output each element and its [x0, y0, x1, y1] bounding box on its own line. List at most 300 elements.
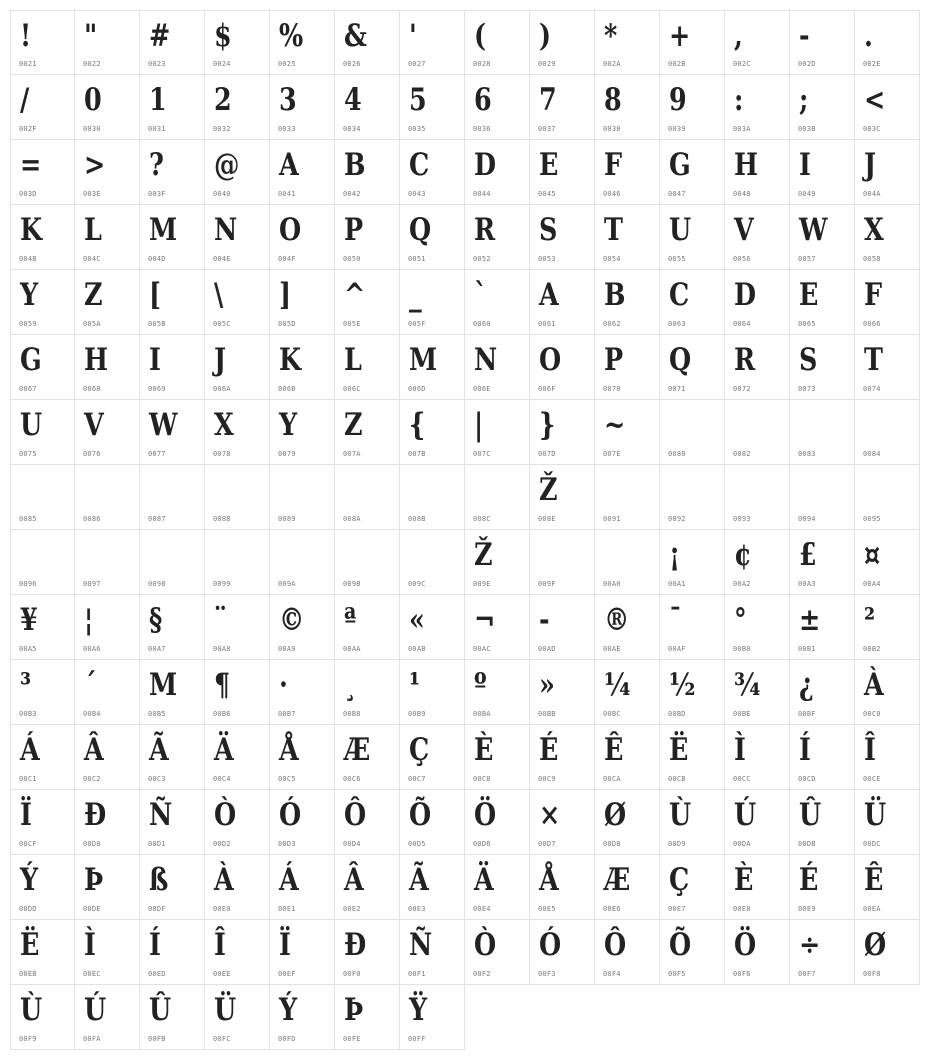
glyph-cell — [660, 270, 725, 335]
glyph-character: K — [20, 212, 43, 248]
glyph-character: P — [604, 342, 624, 378]
glyph-codepoint-label: 0091 — [603, 515, 621, 523]
glyph-character: Ì — [84, 927, 96, 963]
glyph-character: Ð — [344, 927, 367, 963]
glyph-cell — [75, 205, 140, 270]
glyph-cell — [530, 140, 595, 205]
glyph-codepoint-label: 0080 — [668, 450, 686, 458]
glyph-character: M — [409, 342, 438, 378]
glyph-character: Ç — [669, 862, 690, 898]
glyph-codepoint-label: 0093 — [733, 515, 751, 523]
glyph-cell — [400, 75, 465, 140]
glyph-character: 7 — [539, 82, 557, 118]
glyph-cell — [855, 205, 920, 270]
glyph-cell — [10, 985, 75, 1050]
glyph-codepoint-label: 00D6 — [473, 840, 491, 848]
glyph-codepoint-label: 0097 — [83, 580, 101, 588]
glyph-codepoint-label: 00E8 — [733, 905, 751, 913]
glyph-codepoint-label: 002F — [19, 125, 37, 133]
glyph-character: Ð — [84, 797, 107, 833]
glyph-cell — [595, 660, 660, 725]
glyph-codepoint-label: 00A8 — [213, 645, 231, 653]
glyph-codepoint-label: 00D0 — [83, 840, 101, 848]
glyph-cell — [140, 400, 205, 465]
glyph-character: A — [279, 147, 299, 183]
glyph-codepoint-label: 0094 — [798, 515, 816, 523]
glyph-codepoint-label: 00C5 — [278, 775, 296, 783]
glyph-cell — [595, 725, 660, 790]
glyph-codepoint-label: 00F8 — [863, 970, 881, 978]
glyph-character: È — [734, 862, 754, 898]
glyph-character: ° — [734, 602, 747, 638]
glyph-codepoint-label: 00E7 — [668, 905, 686, 913]
glyph-codepoint-label: 00B8 — [343, 710, 361, 718]
glyph-character: ¾ — [734, 667, 761, 703]
glyph-codepoint-label: 0045 — [538, 190, 556, 198]
glyph-codepoint-label: 0099 — [213, 580, 231, 588]
glyph-cell — [595, 400, 660, 465]
glyph-cell — [530, 400, 595, 465]
glyph-character: H — [84, 342, 109, 378]
glyph-character: Å — [279, 732, 299, 768]
glyph-cell — [660, 335, 725, 400]
glyph-character: R — [734, 342, 756, 378]
glyph-character: X — [864, 212, 884, 248]
glyph-cell — [855, 335, 920, 400]
glyph-codepoint-label: 00C0 — [863, 710, 881, 718]
glyph-codepoint-label: 00FA — [83, 1035, 101, 1043]
glyph-codepoint-label: 00F1 — [408, 970, 426, 978]
glyph-codepoint-label: 00BE — [733, 710, 751, 718]
glyph-character: ¸ — [344, 667, 357, 703]
glyph-cell — [10, 920, 75, 985]
glyph-codepoint-label: 00FD — [278, 1035, 296, 1043]
glyph-cell — [660, 400, 725, 465]
glyph-character: Û — [799, 797, 822, 833]
glyph-codepoint-label: 0079 — [278, 450, 296, 458]
glyph-cell — [465, 660, 530, 725]
glyph-character: Ó — [279, 797, 302, 833]
glyph-cell — [140, 530, 205, 595]
glyph-character: 2 — [214, 82, 232, 118]
glyph-character: F — [604, 147, 623, 183]
glyph-character: M — [149, 667, 178, 703]
glyph-character: · — [279, 667, 288, 703]
glyph-codepoint-label: 00DE — [83, 905, 101, 913]
glyph-cell — [335, 205, 400, 270]
glyph-codepoint-label: 0061 — [538, 320, 556, 328]
glyph-cell — [855, 725, 920, 790]
glyph-cell — [270, 790, 335, 855]
glyph-character: Í — [799, 732, 811, 768]
glyph-cell — [790, 140, 855, 205]
glyph-cell — [140, 270, 205, 335]
glyph-character: Ò — [214, 797, 237, 833]
glyph-cell — [400, 400, 465, 465]
glyph-cell — [10, 400, 75, 465]
glyph-character: Ú — [84, 992, 107, 1028]
glyph-codepoint-label: 00E4 — [473, 905, 491, 913]
glyph-cell — [660, 725, 725, 790]
glyph-codepoint-label: 0063 — [668, 320, 686, 328]
glyph-codepoint-label: 0078 — [213, 450, 231, 458]
glyph-character: Þ — [344, 992, 364, 1028]
glyph-character: G — [20, 342, 42, 378]
glyph-cell — [465, 790, 530, 855]
glyph-cell — [140, 985, 205, 1050]
glyph-codepoint-label: 0022 — [83, 60, 101, 68]
glyph-character: Î — [214, 927, 226, 963]
glyph-cell — [855, 660, 920, 725]
glyph-codepoint-label: 00AC — [473, 645, 491, 653]
glyph-cell — [335, 985, 400, 1050]
glyph-cell — [790, 205, 855, 270]
glyph-character: Ä — [474, 862, 494, 898]
glyph-cell — [400, 725, 465, 790]
glyph-cell — [335, 530, 400, 595]
glyph-character: ¼ — [604, 667, 631, 703]
glyph-cell — [335, 75, 400, 140]
glyph-character: ¨ — [214, 602, 227, 638]
glyph-cell — [205, 790, 270, 855]
glyph-character: Ç — [409, 732, 430, 768]
glyph-codepoint-label: 00B9 — [408, 710, 426, 718]
glyph-character: ¹ — [409, 667, 421, 703]
glyph-cell — [205, 140, 270, 205]
glyph-codepoint-label: 0024 — [213, 60, 231, 68]
glyph-cell — [400, 660, 465, 725]
glyph-cell — [400, 10, 465, 75]
glyph-cell — [10, 75, 75, 140]
glyph-cell — [270, 465, 335, 530]
glyph-cell — [140, 335, 205, 400]
glyph-character: : — [734, 82, 744, 118]
glyph-cell — [335, 465, 400, 530]
glyph-character: A — [539, 277, 559, 313]
glyph-codepoint-label: 0052 — [473, 255, 491, 263]
glyph-codepoint-label: 008A — [343, 515, 361, 523]
glyph-cell — [530, 270, 595, 335]
glyph-cell — [595, 270, 660, 335]
glyph-character: ÷ — [799, 927, 821, 963]
glyph-character: Ï — [20, 797, 32, 833]
glyph-codepoint-label: 0066 — [863, 320, 881, 328]
glyph-codepoint-label: 00B0 — [733, 645, 751, 653]
glyph-character: ª — [344, 602, 357, 638]
glyph-codepoint-label: 00F0 — [343, 970, 361, 978]
glyph-cell — [855, 530, 920, 595]
glyph-cell — [660, 465, 725, 530]
glyph-cell — [595, 140, 660, 205]
glyph-codepoint-label: 0077 — [148, 450, 166, 458]
glyph-character: S — [539, 212, 558, 248]
glyph-codepoint-label: 009A — [278, 580, 296, 588]
glyph-cell — [725, 855, 790, 920]
glyph-character: ` — [474, 277, 487, 313]
glyph-character: Q — [409, 212, 432, 248]
glyph-cell — [530, 335, 595, 400]
glyph-character: Ø — [604, 797, 627, 833]
glyph-character: E — [799, 277, 819, 313]
glyph-cell — [140, 140, 205, 205]
glyph-character: D — [474, 147, 497, 183]
glyph-character: ³ — [20, 667, 32, 703]
glyph-cell — [400, 465, 465, 530]
glyph-cell — [75, 660, 140, 725]
glyph-codepoint-label: 00FB — [148, 1035, 166, 1043]
glyph-character: Ü — [214, 992, 237, 1028]
glyph-codepoint-label: 00A5 — [19, 645, 37, 653]
glyph-codepoint-label: 007B — [408, 450, 426, 458]
glyph-codepoint-label: 00CC — [733, 775, 751, 783]
glyph-codepoint-label: 00E9 — [798, 905, 816, 913]
glyph-cell — [270, 205, 335, 270]
glyph-cell — [660, 790, 725, 855]
glyph-character: ® — [604, 602, 630, 638]
glyph-codepoint-label: 0039 — [668, 125, 686, 133]
glyph-character: - — [539, 602, 550, 638]
glyph-cell — [790, 335, 855, 400]
glyph-character: Ñ — [149, 797, 173, 833]
glyph-character: [ — [149, 277, 162, 313]
glyph-character: Ã — [149, 732, 169, 768]
glyph-codepoint-label: 00A9 — [278, 645, 296, 653]
glyph-character: # — [149, 18, 171, 54]
glyph-codepoint-label: 0069 — [148, 385, 166, 393]
glyph-cell — [530, 725, 595, 790]
glyph-codepoint-label: 003B — [798, 125, 816, 133]
glyph-codepoint-label: 00B1 — [798, 645, 816, 653]
glyph-character: < — [864, 82, 886, 118]
glyph-cell — [75, 270, 140, 335]
glyph-cell — [790, 790, 855, 855]
glyph-cell — [595, 465, 660, 530]
glyph-cell — [725, 660, 790, 725]
glyph-character: 3 — [279, 82, 297, 118]
glyph-codepoint-label: 00ED — [148, 970, 166, 978]
glyph-character: 6 — [474, 82, 492, 118]
glyph-codepoint-label: 00E3 — [408, 905, 426, 913]
glyph-character: Y — [279, 407, 298, 443]
glyph-codepoint-label: 00B7 — [278, 710, 296, 718]
glyph-codepoint-label: 006E — [473, 385, 491, 393]
glyph-codepoint-label: 004F — [278, 255, 296, 263]
glyph-cell — [75, 75, 140, 140]
glyph-character: ¶ — [214, 667, 231, 703]
glyph-cell — [465, 75, 530, 140]
glyph-character: 8 — [604, 82, 622, 118]
glyph-cell — [855, 790, 920, 855]
glyph-cell — [530, 465, 595, 530]
glyph-character: @ — [214, 147, 240, 183]
glyph-codepoint-label: 0059 — [19, 320, 37, 328]
glyph-character: ¯ — [669, 602, 682, 638]
glyph-character: ¬ — [474, 602, 496, 638]
glyph-cell — [595, 10, 660, 75]
glyph-codepoint-label: 002B — [668, 60, 686, 68]
glyph-character: Ù — [669, 797, 692, 833]
glyph-codepoint-label: 002C — [733, 60, 751, 68]
glyph-codepoint-label: 0046 — [603, 190, 621, 198]
glyph-character: D — [734, 277, 757, 313]
glyph-cell — [75, 920, 140, 985]
glyph-cell — [400, 530, 465, 595]
glyph-codepoint-label: 0057 — [798, 255, 816, 263]
glyph-cell — [205, 530, 270, 595]
glyph-codepoint-label: 002A — [603, 60, 621, 68]
glyph-cell — [335, 855, 400, 920]
glyph-codepoint-label: 006F — [538, 385, 556, 393]
glyph-codepoint-label: 004C — [83, 255, 101, 263]
glyph-codepoint-label: 00AA — [343, 645, 361, 653]
glyph-cell — [660, 920, 725, 985]
glyph-codepoint-label: 0068 — [83, 385, 101, 393]
glyph-codepoint-label: 0092 — [668, 515, 686, 523]
glyph-codepoint-label: 00D7 — [538, 840, 556, 848]
glyph-codepoint-label: 00DF — [148, 905, 166, 913]
glyph-codepoint-label: 0075 — [19, 450, 37, 458]
glyph-cell — [140, 205, 205, 270]
glyph-codepoint-label: 009F — [538, 580, 556, 588]
glyph-codepoint-label: 00EB — [19, 970, 37, 978]
glyph-codepoint-label: 00B3 — [19, 710, 37, 718]
glyph-codepoint-label: 0098 — [148, 580, 166, 588]
glyph-codepoint-label: 00CF — [19, 840, 37, 848]
glyph-cell — [75, 790, 140, 855]
glyph-cell — [725, 530, 790, 595]
glyph-cell — [660, 660, 725, 725]
glyph-cell — [205, 270, 270, 335]
glyph-character: Ù — [20, 992, 43, 1028]
glyph-codepoint-label: 00AE — [603, 645, 621, 653]
glyph-codepoint-label: 00BC — [603, 710, 621, 718]
glyph-cell — [790, 530, 855, 595]
glyph-character: | — [474, 407, 484, 443]
glyph-character: Ž — [539, 472, 558, 508]
glyph-character: Ý — [20, 862, 39, 898]
glyph-cell — [595, 530, 660, 595]
glyph-codepoint-label: 0031 — [148, 125, 166, 133]
glyph-cell — [530, 10, 595, 75]
glyph-codepoint-label: 00C3 — [148, 775, 166, 783]
glyph-cell — [270, 335, 335, 400]
glyph-codepoint-label: 0026 — [343, 60, 361, 68]
glyph-codepoint-label: 00BF — [798, 710, 816, 718]
glyph-cell — [75, 725, 140, 790]
glyph-cell — [725, 335, 790, 400]
glyph-character: B — [344, 147, 366, 183]
glyph-cell — [465, 10, 530, 75]
glyph-codepoint-label: 0087 — [148, 515, 166, 523]
glyph-codepoint-label: 00F2 — [473, 970, 491, 978]
glyph-cell — [75, 530, 140, 595]
glyph-character: » — [539, 667, 555, 703]
glyph-character: ² — [864, 602, 876, 638]
glyph-cell — [725, 725, 790, 790]
glyph-codepoint-label: 0064 — [733, 320, 751, 328]
glyph-character: H — [734, 147, 759, 183]
glyph-cell — [270, 595, 335, 660]
glyph-cell — [400, 335, 465, 400]
glyph-character: § — [149, 602, 163, 638]
glyph-codepoint-label: 00A3 — [798, 580, 816, 588]
glyph-cell — [75, 335, 140, 400]
glyph-cell — [660, 595, 725, 660]
glyph-codepoint-label: 00E0 — [213, 905, 231, 913]
glyph-cell — [465, 465, 530, 530]
glyph-codepoint-label: 00FE — [343, 1035, 361, 1043]
glyph-cell — [205, 985, 270, 1050]
glyph-codepoint-label: 0050 — [343, 255, 361, 263]
glyph-character: Ú — [734, 797, 757, 833]
glyph-codepoint-label: 00EE — [213, 970, 231, 978]
glyph-cell — [270, 270, 335, 335]
glyph-character: ~ — [604, 407, 626, 443]
glyph-character: Ü — [864, 797, 887, 833]
glyph-character: Õ — [669, 927, 692, 963]
glyph-codepoint-label: 0058 — [863, 255, 881, 263]
glyph-character: Ï — [279, 927, 291, 963]
glyph-cell — [335, 595, 400, 660]
glyph-codepoint-label: 00EF — [278, 970, 296, 978]
glyph-codepoint-label: 00D2 — [213, 840, 231, 848]
glyph-character: Ì — [734, 732, 746, 768]
glyph-codepoint-label: 0025 — [278, 60, 296, 68]
glyph-cell — [335, 920, 400, 985]
glyph-cell — [10, 725, 75, 790]
glyph-codepoint-label: 005F — [408, 320, 426, 328]
glyph-cell — [530, 660, 595, 725]
glyph-character: Ž — [474, 537, 493, 573]
glyph-codepoint-label: 007C — [473, 450, 491, 458]
glyph-cell — [270, 985, 335, 1050]
glyph-character: Ý — [279, 992, 298, 1028]
glyph-character: Þ — [84, 862, 104, 898]
glyph-cell — [75, 140, 140, 205]
glyph-codepoint-label: 00F4 — [603, 970, 621, 978]
glyph-cell — [530, 790, 595, 855]
glyph-codepoint-label: 0043 — [408, 190, 426, 198]
glyph-codepoint-label: 00A4 — [863, 580, 881, 588]
glyph-character: ¿ — [799, 667, 814, 703]
glyph-codepoint-label: 0085 — [19, 515, 37, 523]
glyph-cell — [790, 725, 855, 790]
glyph-codepoint-label: 00A7 — [148, 645, 166, 653]
glyph-character: U — [669, 212, 692, 248]
glyph-codepoint-label: 0044 — [473, 190, 491, 198]
glyph-codepoint-label: 0029 — [538, 60, 556, 68]
glyph-character: V — [734, 212, 754, 248]
glyph-character: ? — [149, 147, 164, 183]
glyph-cell — [205, 595, 270, 660]
glyph-character: G — [669, 147, 691, 183]
glyph-codepoint-label: 00CA — [603, 775, 621, 783]
glyph-character: % — [279, 18, 304, 54]
glyph-character: / — [20, 82, 30, 118]
glyph-codepoint-label: 00B4 — [83, 710, 101, 718]
glyph-codepoint-label: 0049 — [798, 190, 816, 198]
glyph-codepoint-label: 0038 — [603, 125, 621, 133]
glyph-cell — [855, 270, 920, 335]
glyph-cell — [790, 10, 855, 75]
glyph-cell — [10, 205, 75, 270]
glyph-cell — [140, 75, 205, 140]
glyph-codepoint-label: 009E — [473, 580, 491, 588]
glyph-cell — [400, 205, 465, 270]
glyph-character: . — [864, 18, 873, 54]
glyph-character: ' — [409, 18, 417, 54]
glyph-cell — [140, 465, 205, 530]
